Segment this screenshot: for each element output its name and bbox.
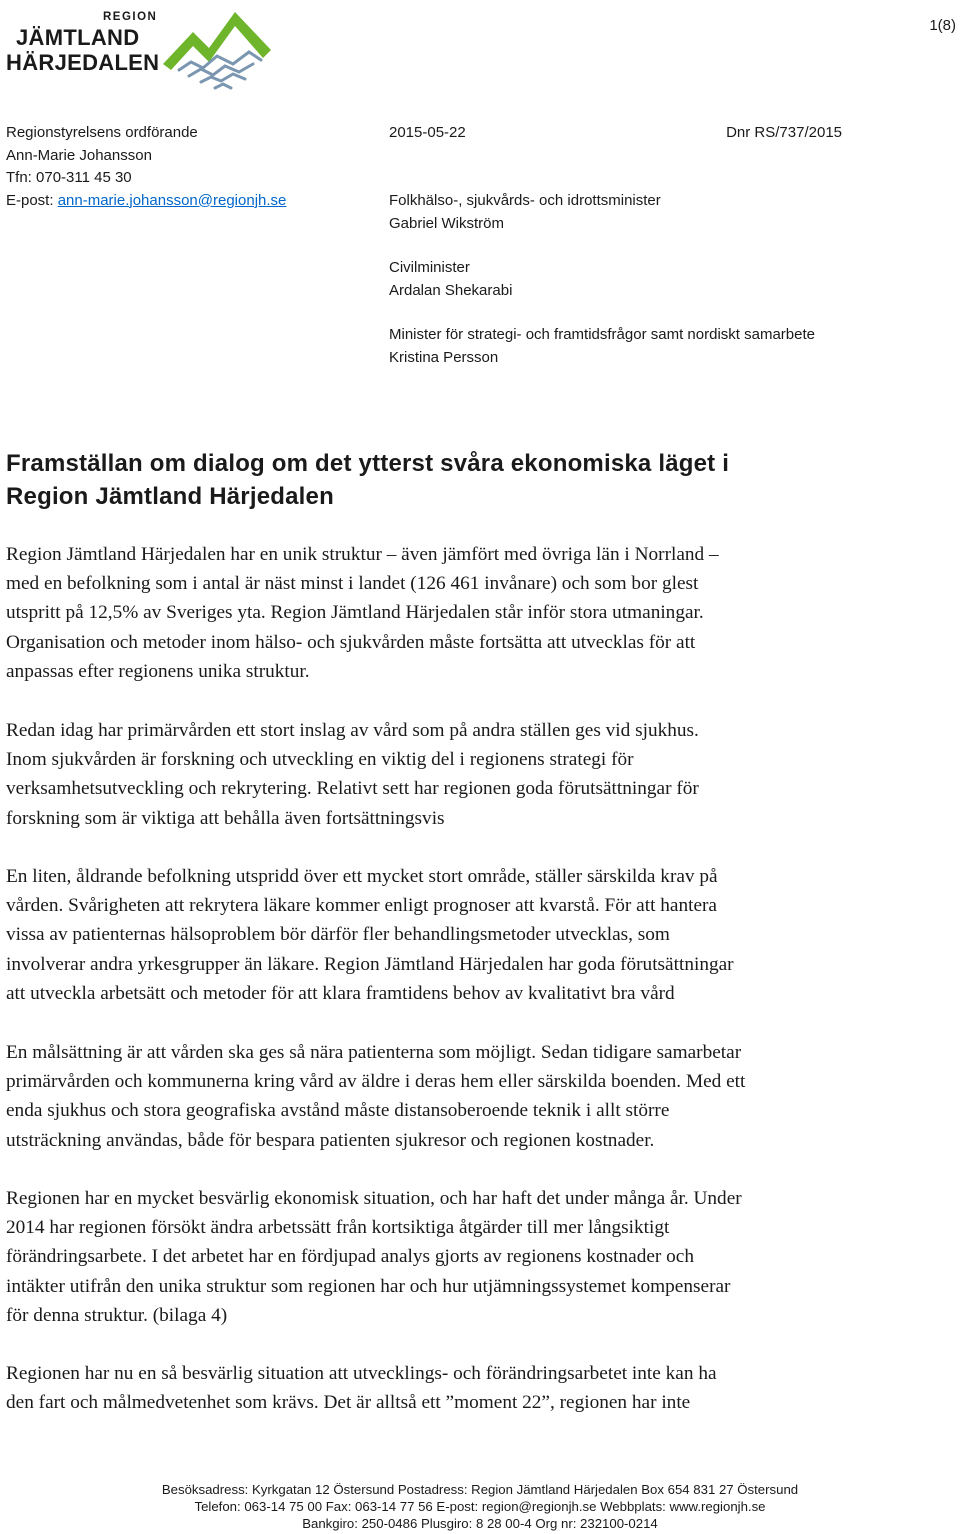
paragraph-line: Organisation och metoder inom hälso- och sjukvården måste fortsätta att utvecklas för att bbox=[6, 631, 696, 653]
recipient-role: Civilminister bbox=[389, 259, 470, 276]
paragraph-line: utspritt på 12,5% av Sveriges yta. Region Jämtland Härjedalen står inför stora utmaningar. bbox=[6, 602, 704, 624]
title-line: Framställan om dialog om det ytterst svåra ekonomiska läget i bbox=[6, 450, 730, 477]
sender-block bbox=[6, 122, 286, 212]
recipient-name: Ardalan Shekarabi bbox=[389, 281, 513, 299]
paragraph-line: för denna struktur. (bilaga 4) bbox=[6, 1304, 228, 1326]
body-paragraph bbox=[6, 716, 906, 833]
sender-email-label: E-post: bbox=[6, 191, 58, 209]
paragraph-line: Region Jämtland Härjedalen har en unik struktur – även jämfört med övriga län i Norrland – bbox=[6, 544, 719, 565]
paragraph-line: 2014 har regionen försökt ändra arbetssätt från kortsiktiga åtgärder till mer långsiktigt bbox=[6, 1217, 670, 1239]
page-footer bbox=[0, 1481, 960, 1532]
paragraph-line: En liten, åldrande befolkning utspridd över ett mycket stort område, ställer särskilda krav på bbox=[6, 866, 718, 887]
paragraph-line: involverar andra yrkesgrupper än läkare. Region Jämtland Härjedalen har goda förutsättningar bbox=[6, 953, 734, 975]
logo-region-word: REGION bbox=[103, 11, 158, 23]
body-paragraph bbox=[6, 1184, 906, 1330]
footer-banking: Bankgiro: 250-0486 Plusgiro: 8 28 00-4 Org nr: 232100-0214 bbox=[302, 1516, 658, 1531]
paragraph-line: med en befolkning som i antal är näst minst i landet (126 461 invånare) och som bor glest bbox=[6, 573, 699, 595]
sender-email-row bbox=[6, 190, 286, 213]
paragraph-line: anpassas efter regionens unika struktur. bbox=[6, 660, 310, 682]
paragraph-line: att utveckla arbetsätt och metoder för att klara framtidens behov av kvalitativt bra vård bbox=[6, 982, 675, 1004]
body-paragraph bbox=[6, 1359, 906, 1417]
paragraph-line: den fart och målmedvetenhet som krävs. Det är alltså ett ”moment 22”, regionen har inte bbox=[6, 1392, 691, 1414]
paragraph-line: verksamhetsutveckling och rekrytering. Relativt sett har regionen goda förutsättningar för bbox=[6, 778, 699, 800]
title-line: Region Jämtland Härjedalen bbox=[6, 483, 334, 510]
logo-wordmark bbox=[6, 8, 166, 76]
body-paragraph bbox=[6, 1038, 906, 1155]
letter-title bbox=[6, 447, 906, 513]
recipient-role: Folkhälso-, sjukvårds- och idrottsminister bbox=[389, 192, 661, 209]
footer-contact: Telefon: 063-14 75 00 Fax: 063-14 77 56 E-post: region@regionjh.se Webbplats: www.regionjh.se bbox=[194, 1499, 766, 1514]
paragraph-line: Regionen har nu en så besvärlig situation att utvecklings- och förändringsarbetet inte kan ha bbox=[6, 1363, 717, 1384]
paragraph-line: vården. Svårigheten att rekrytera läkare kommer enligt prognoser att kvarstå. För att hantera bbox=[6, 895, 717, 917]
paragraph-line: förändringsarbete. I det arbetet har en fördjupad analys gjorts av regionens kostnader och bbox=[6, 1246, 694, 1268]
recipient-role: Minister för strategi- och framtidsfrågor samt nordiskt samarbete bbox=[389, 326, 815, 343]
paragraph-line: primärvården och kommunerna kring vård av äldre i deras hem eller särskilda boenden. Med ett bbox=[6, 1071, 746, 1093]
paragraph-line: Regionen har en mycket besvärlig ekonomisk situation, och har haft det under många år. Under bbox=[6, 1188, 742, 1209]
paragraph-line: forskning som är viktiga att behålla även fortsättningsvis bbox=[6, 807, 445, 829]
sender-email-link[interactable]: ann-marie.johansson@regionjh.se bbox=[57, 191, 287, 209]
paragraph-line: enda sjukhus och stora geografiska avstånd måste distansoberoende teknik i allt större bbox=[6, 1100, 670, 1122]
letter-date: 2015-05-22 bbox=[389, 124, 466, 141]
logo-line-1: JÄMTLAND bbox=[16, 25, 140, 50]
recipient-name: Gabriel Wikström bbox=[389, 214, 505, 232]
recipients-block bbox=[389, 190, 949, 369]
footer-address: Besöksadress: Kyrkgatan 12 Östersund Postadress: Region Jämtland Härjedalen Box 654 831 27 Östersund bbox=[161, 1482, 799, 1497]
page-number: 1(8) bbox=[929, 17, 956, 34]
paragraph-line: utsträckning användas, både för bespara patienten sjukresor och regionen kostnader. bbox=[6, 1129, 655, 1151]
paragraph-line: Redan idag har primärvården ett stort inslag av vård som på andra ställen ges vid sjukhus. bbox=[6, 720, 699, 741]
body-paragraph bbox=[6, 862, 906, 1008]
sender-phone: Tfn: 070-311 45 30 bbox=[6, 169, 132, 186]
paragraph-line: En målsättning är att vården ska ges så nära patienterna som möjligt. Sedan tidigare samarbetar bbox=[6, 1042, 742, 1063]
logo-line-2: HÄRJEDALEN bbox=[6, 50, 160, 75]
recipient bbox=[389, 324, 949, 369]
sender-title: Regionstyrelsens ordförande bbox=[6, 124, 198, 141]
paragraph-line: vissa av patienternas hälsoproblem bör därför fler behandlingsmetoder utvecklas, som bbox=[6, 924, 670, 946]
paragraph-line: intäkter utifrån den unika struktur som regionen har och hur utjämningssystemet kompenserar bbox=[6, 1275, 731, 1297]
recipient bbox=[389, 257, 949, 302]
sender-name: Ann-Marie Johansson bbox=[6, 146, 152, 164]
recipient bbox=[389, 190, 949, 235]
paragraph-line: Inom sjukvården är forskning och utveckling en viktig del i regionens strategi för bbox=[6, 749, 634, 771]
diary-number: Dnr RS/737/2015 bbox=[726, 124, 842, 141]
mountain-logo-icon bbox=[163, 6, 271, 92]
recipient-name: Kristina Persson bbox=[389, 348, 499, 366]
body-paragraph bbox=[6, 540, 906, 686]
